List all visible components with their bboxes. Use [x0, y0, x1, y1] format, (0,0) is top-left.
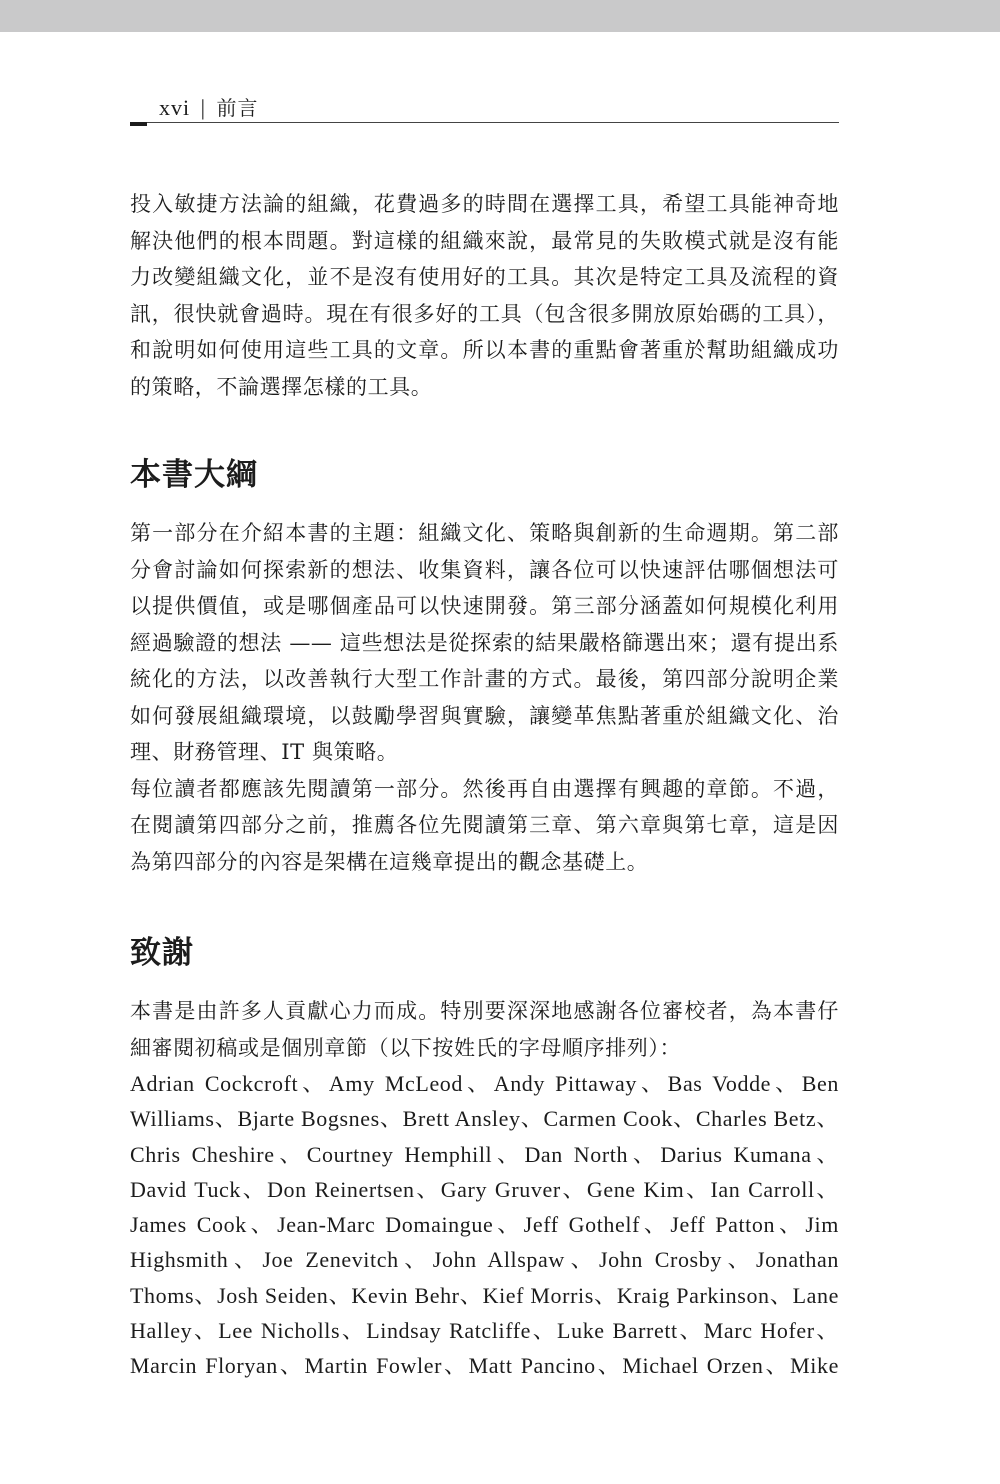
- top-gray-bar: [0, 0, 1000, 32]
- reviewer-line: Chris Cheshire、Courtney Hemphill、Dan North、Darius Kumana、: [130, 1141, 839, 1167]
- outline-paragraph-2: 每位讀者都應該先閱讀第一部分。然後再自由選擇有興趣的章節。不過，在閱讀第四部分之前，推薦各位先閱讀第三章、第六章與第七章，這是因為第四部分的內容是架構在這幾章提出的觀念基礎上。: [130, 776, 839, 874]
- reviewer-line: Highsmith、Joe Zenevitch、John Allspaw、John Crosby、Jonathan: [130, 1247, 839, 1273]
- running-head-mark: [130, 122, 147, 126]
- page-number: xvi: [159, 95, 191, 120]
- acknowledgments-heading: 致謝: [130, 935, 194, 971]
- reviewer-line: Thoms、Josh Seiden、Kevin Behr、Kief Morris、Kraig Parkinson、Lane: [130, 1282, 839, 1308]
- running-head-separator: |: [200, 95, 207, 120]
- reviewer-line: David Tuck、Don Reinertsen、Gary Gruver、Gene Kim、Ian Carroll、: [130, 1176, 839, 1202]
- reviewer-line: Halley、Lee Nicholls、Lindsay Ratcliffe、Luke Barrett、Marc Hofer、: [130, 1318, 839, 1344]
- acknowledgments-intro: 本書是由許多人貢獻心力而成。特別要深深地感謝各位審校者，為本書仔細審閱初稿或是個別章節（以下按姓氏的字母順序排列）：: [130, 999, 839, 1060]
- page-content: [130, 186, 839, 1384]
- section-title: 前言: [216, 96, 259, 120]
- reviewer-line: Marcin Floryan、Martin Fowler、Matt Pancino、Michael Orzen、Mike: [130, 1353, 839, 1379]
- reviewer-line: Williams、Bjarte Bogsnes、Brett Ansley、Carmen Cook、Charles Betz、: [130, 1106, 839, 1132]
- reviewer-names: [130, 1066, 839, 1384]
- intro-paragraph: 投入敏捷方法論的組織，花費過多的時間在選擇工具，希望工具能神奇地解決他們的根本問題。對這樣的組織來說，最常見的失敗模式就是沒有能力改變組織文化，並不是沒有使用好的工具。其次是特定工具及流程的資訊，很快就會過時。現在有很多好的工具（包含很多開放原始碼的工具），和說明如何使用這些工具的文章。所以本書的重點會著重於幫助組織成功的策略，不論選擇怎樣的工具。: [130, 192, 839, 399]
- reviewer-line: Adrian Cockcroft、Amy McLeod、Andy Pittaway、Bas Vodde、Ben: [130, 1071, 839, 1096]
- running-head: [130, 88, 839, 123]
- outline-paragraph-1: 第一部分在介紹本書的主題：組織文化、策略與創新的生命週期。第二部分會討論如何探索新的想法、收集資料，讓各位可以快速評估哪個想法可以提供價值，或是哪個產品可以快速開發。第三部分涵蓋如何規模化利用經過驗證的想法 —— 這些想法是從探索的結果嚴格篩選出來；還有提出系統化的方法，以改善執行大型工作計畫的方式。最後，第四部分說明企業如何發展組織環境，以鼓勵學習與實驗，讓變革焦點著重於組織文化、治理、財務管理、IT 與策略。: [130, 521, 839, 764]
- running-head-text: [159, 92, 259, 121]
- outline-heading: 本書大綱: [130, 457, 258, 493]
- reviewer-line: James Cook、Jean-Marc Domaingue、Jeff Gothelf、Jeff Patton、Jim: [130, 1212, 839, 1238]
